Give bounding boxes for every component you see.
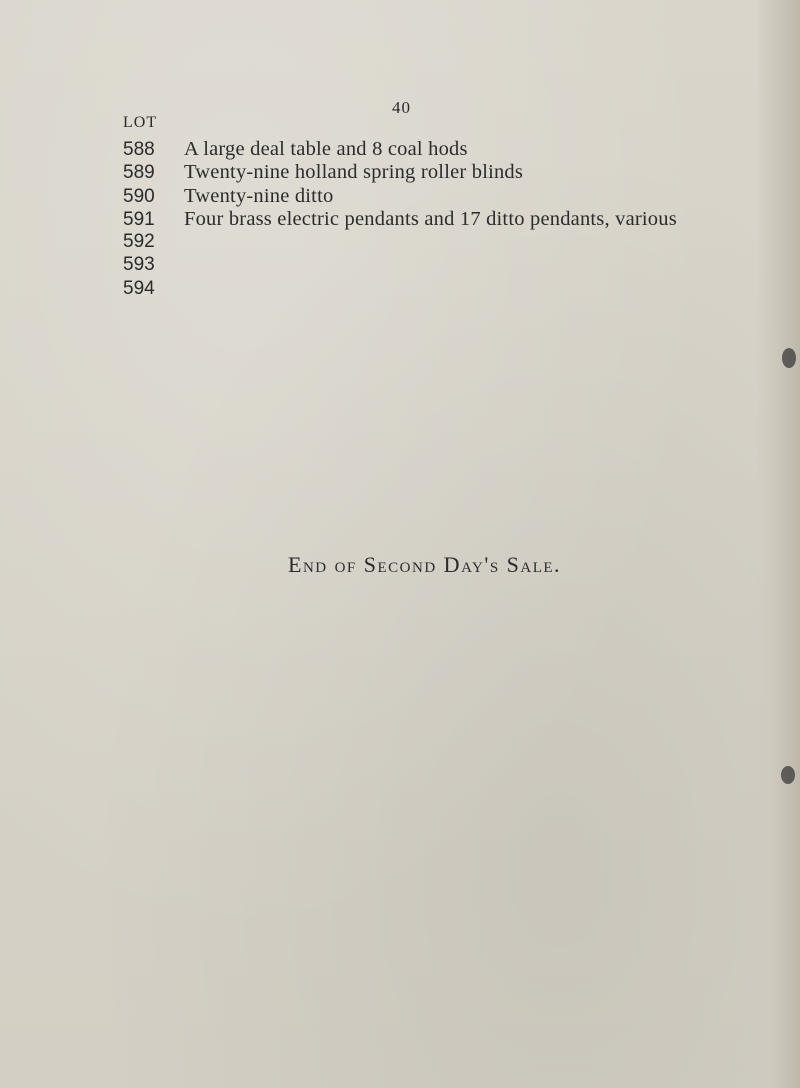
lot-row: [123, 254, 677, 277]
lot-number: 588: [123, 139, 155, 160]
page-edge-shadow: [756, 0, 800, 1088]
lot-row: [123, 185, 677, 208]
lot-row: [123, 138, 677, 161]
lot-description: Twenty-nine ditto: [184, 184, 334, 207]
ink-blot: [782, 348, 796, 368]
lot-description: A large deal table and 8 coal hods: [184, 138, 468, 160]
lot-description: Four brass electric pendants and 17 ditto pendants, various: [184, 207, 677, 230]
page-number: 40: [392, 98, 411, 117]
lot-list: [123, 138, 677, 301]
lot-number: 594: [123, 277, 155, 299]
end-of-sale-note: End of Second Day's Sale.: [288, 552, 562, 577]
ink-blot: [781, 766, 795, 784]
lot-number: 592: [123, 231, 155, 253]
lot-description: Twenty-nine holland spring roller blinds: [184, 161, 524, 184]
lot-column-header: LOT: [123, 114, 158, 131]
lot-row: [123, 208, 677, 231]
lot-number: 589: [123, 162, 155, 184]
lot-row: [123, 161, 677, 184]
lot-number: 593: [123, 254, 155, 276]
lot-number: 591: [123, 208, 155, 230]
lot-row: [123, 231, 677, 254]
lot-number: 590: [123, 185, 155, 207]
lot-row: [123, 278, 677, 301]
